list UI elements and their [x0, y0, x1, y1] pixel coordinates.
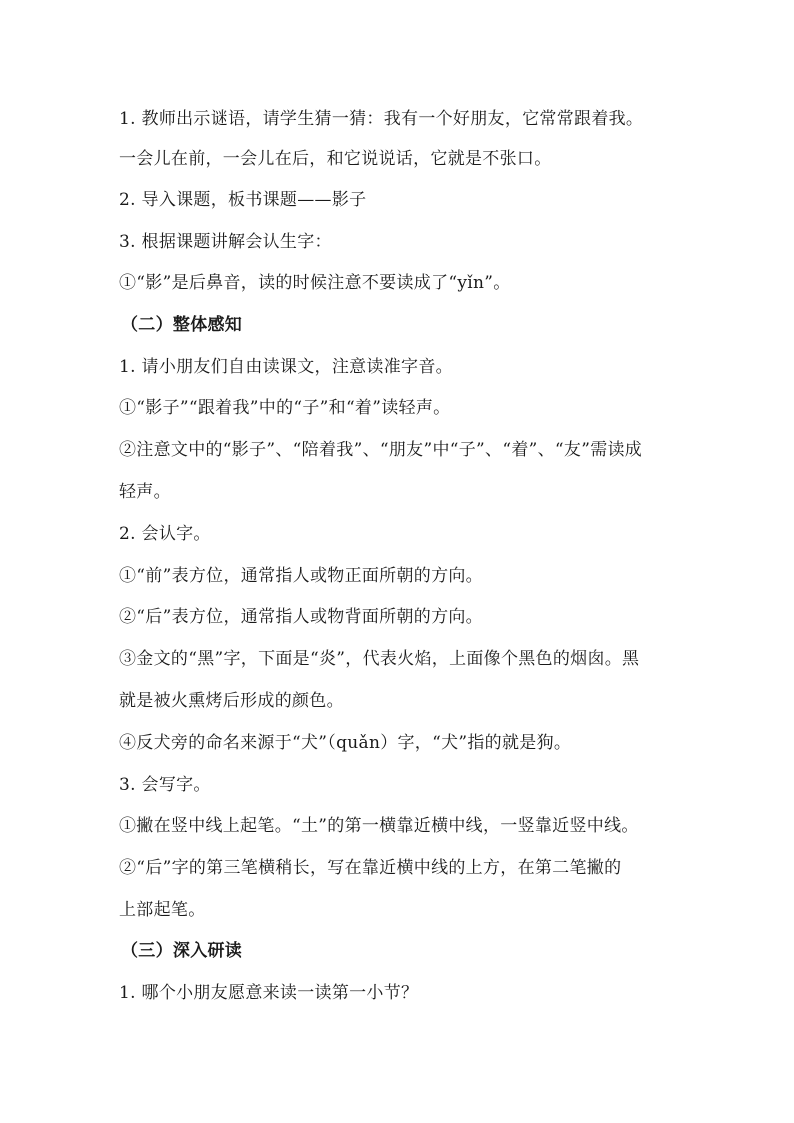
note-neutral-tone-1: ①“影子”“跟着我”中的“子”和“着”读轻声。: [119, 398, 451, 418]
note-writing-hou: ②“后”字的第三笔横稍长，写在靠近横中线的上方，在第二笔撇的: [119, 858, 622, 878]
note-hou: ②“后”表方位，通常指人或物背面所朝的方向。: [119, 607, 483, 627]
section-heading-deep-reading: （三）深入研读: [121, 941, 243, 961]
note-writing-tu: ①撇在竖中线上起笔。“土”的第一横靠近横中线，一竖靠近竖中线。: [119, 816, 639, 836]
paragraph-free-reading: 1. 请小朋友们自由读课文，注意读准字音。: [119, 357, 453, 377]
paragraph-lesson-intro: 2. 导入课题，板书课题——影子: [119, 190, 367, 210]
note-neutral-tone-2-continuation: 轻声。: [119, 482, 171, 502]
paragraph-recognize-characters: 2. 会认字。: [119, 524, 211, 544]
section-heading-overall: （二）整体感知: [121, 315, 243, 335]
note-hei-continuation: 就是被火熏烤后形成的颜色。: [119, 691, 344, 711]
note-qian: ①“前”表方位，通常指人或物正面所朝的方向。: [119, 566, 483, 586]
paragraph-writing-characters: 3. 会写字。: [119, 775, 211, 795]
paragraph-read-first-section: 1. 哪个小朋友愿意来读一读第一小节？: [119, 983, 419, 1003]
note-ying-pronunciation: ①“影”是后鼻音，读的时候注意不要读成了“yǐn”。: [119, 273, 511, 293]
note-hei: ③金文的“黑”字，下面是“炎”，代表火焰，上面像个黑色的烟囱。黑: [119, 649, 640, 669]
note-neutral-tone-2: ②注意文中的“影子”、“陪着我”、“朋友”中“子”、“着”、“友”需读成: [119, 440, 643, 460]
paragraph-riddle-continuation: 一会儿在前，一会儿在后，和它说说话，它就是不张口。: [119, 149, 552, 169]
paragraph-new-characters: 3. 根据课题讲解会认生字：: [119, 232, 332, 252]
note-writing-hou-continuation: 上部起笔。: [119, 900, 206, 920]
paragraph-riddle-intro: 1. 教师出示谜语，请学生猜一猜：我有一个好朋友，它常常跟着我。: [119, 109, 644, 129]
note-quan-radical: ④反犬旁的命名来源于“犬”（quǎn）字，“犬”指的就是狗。: [119, 733, 572, 753]
